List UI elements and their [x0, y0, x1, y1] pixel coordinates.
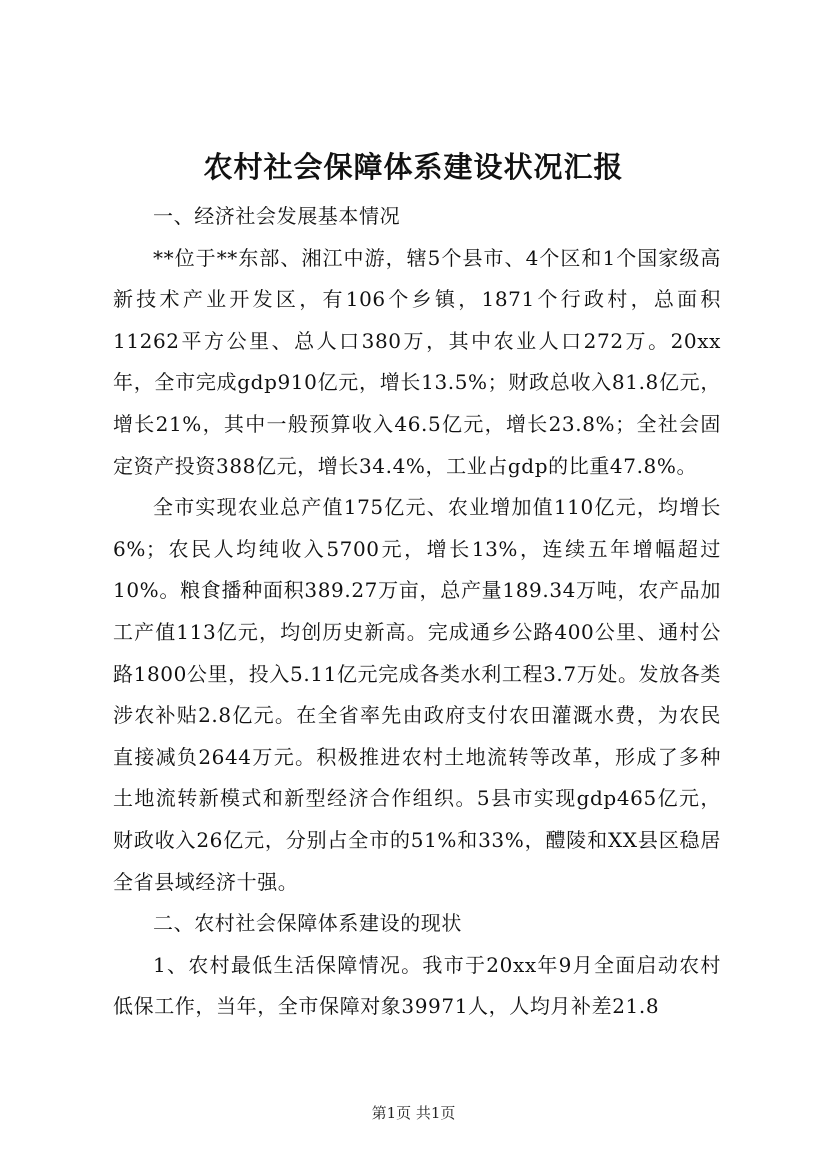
section-heading: 一、经济社会发展基本情况 — [153, 204, 401, 228]
section-heading: 二、农村社会保障体系建设的现状 — [153, 911, 462, 936]
document-title: 农村社会保障体系建设状况汇报 — [203, 150, 624, 184]
page-footer: 第1页 共1页 — [371, 1104, 456, 1122]
paragraph: 全市实现农业总产值175亿元、农业增加值110亿元，均增长6%；农民人均纯收入5700元，增长13%，连续五年增幅超过10%。粮食播种面积389.27万亩，总产量189.34万吨，农产品加工产值113亿元，均创历史新高。完成通乡公路400公里、通村公路1800公里，投入5.11亿元完成各类水利工程3.7万处。发放各类涉农补贴2.8亿元。在全省率先由政府支付农田灌溉水费，为农民直接减负2644万元。积极推进农村土地流转等改革，形成了多种土地流转新模式和新型经济合作组织。5县市实现gdp465亿元，财政收入26亿元，分别占全市的51%和33%，醴陵和XX县区稳居全省县域经济十强。 — [113, 495, 721, 894]
paragraph: **位于**东部、湘江中游，辖5个县市、4个区和1个国家级高新技术产业开发区，有106个乡镇，1871个行政村，总面积11262平方公里、总人口380万，其中农业人口272万。20xx年，全市完成gdp910亿元，增长13.5%；财政总收入81.8亿元，增长21%，其中一般预算收入46.5亿元，增长23.8%；全社会固定资产投资388亿元，增长34.4%，工业占gdp的比重47.8%。 — [113, 245, 721, 478]
paragraph: 1、农村最低生活保障情况。我市于20xx年9月全面启动农村低保工作，当年，全市保障对象39971人，人均月补差21.8 — [113, 952, 721, 1019]
document-body — [113, 196, 721, 1028]
